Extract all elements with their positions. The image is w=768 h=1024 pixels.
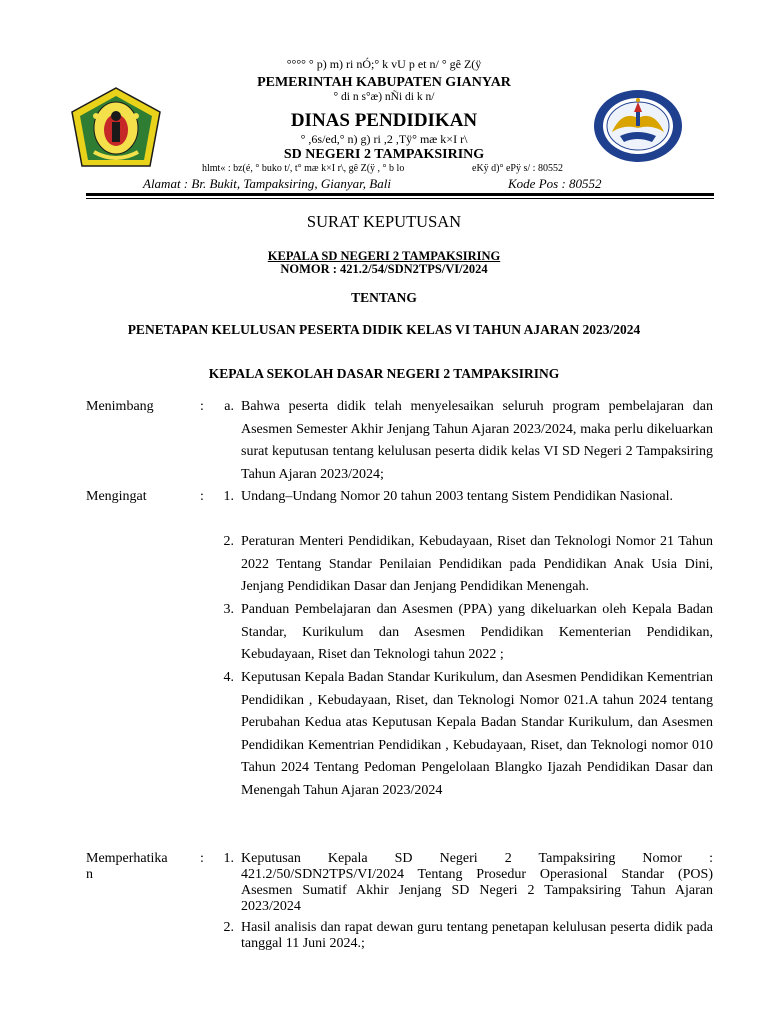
menimbang-item-text: Bahwa peserta didik telah menyelesaikan seluruh program pembelajaran dan Asesmen Semester Akhir Jenjang Tahun Ajaran 2023/2024, maka perlu dikeluarkan surat keputusan tentang kelulusan peserta didik kelas VI SD Negeri 2 Tampaksiring Tahun Ajaran 2023/2024;: [241, 399, 713, 482]
letterhead-garbled-line-1: °°°° ° p) m) ri nÓ;° k vU p et n/ ° gê Z(ÿ: [286, 57, 482, 71]
contact-garbled-left: hlmt« : bz(é, ° buko t/, t° mæ k×I r\, gê Z(ÿ , ° b lo: [202, 163, 405, 174]
agency-name: DINAS PENDIDIKAN: [290, 110, 478, 131]
principal-heading: KEPALA SEKOLAH DASAR NEGERI 2 TAMPAKSIRING: [208, 366, 560, 381]
mengingat-label: Mengingat: [86, 489, 147, 504]
school-name: SD NEGERI 2 TAMPAKSIRING: [283, 147, 485, 162]
memperhatikan-item-num: 1.: [223, 851, 234, 866]
letterhead-divider-thick: [86, 193, 714, 196]
menimbang-item-num: a.: [224, 399, 234, 414]
memperhatikan-item-text: Hasil analisis dan rapat dewan guru tentang penetapan kelulusan peserta didik pada tanggal 11 Juni 2024.;: [241, 920, 713, 951]
letterhead: [150, 58, 618, 166]
about-heading: TENTANG: [351, 290, 417, 305]
issuer-heading: KEPALA SD NEGERI 2 TAMPAKSIRING: [267, 249, 501, 263]
mengingat-colon: :: [200, 489, 204, 504]
mengingat-item-num: 3.: [223, 602, 234, 617]
memperhatikan-label: [86, 851, 168, 883]
mengingat-item-text: Panduan Pembelajaran dan Asesmen (PPA) yang dikeluarkan oleh Kepala Badan Standar, Kurikulum dan Asesmen Pendidikan Kementerian Pendidikan, Kebudayaan, Riset dan Teknologi tahun 2022 ;: [241, 602, 713, 663]
menimbang-colon: :: [200, 399, 204, 414]
letterhead-garbled-line-2: ° di n s°æ) nÑi di k n/: [333, 91, 435, 103]
contact-garbled-right: eKÿ d)° ePÿ s/ : 80552: [472, 163, 563, 174]
memperhatikan-item-text: Keputusan Kepala SD Negeri 2 Tampaksiring Nomor : 421.2/50/SDN2TPS/VI/2024 Tentang Prosedur Operasional Standar (POS) Asesmen Sumatif Akhir Jenjang SD Negeri 2 Tampaksiring Tahun Ajaran 2023/2024: [241, 851, 713, 914]
menimbang-label: Menimbang: [86, 399, 154, 414]
gianyar-regency-emblem-icon: [70, 86, 162, 168]
decree-subject: PENETAPAN KELULUSAN PESERTA DIDIK KELAS VI TAHUN AJARAN 2023/2024: [127, 322, 641, 337]
letterhead-garbled-line-3: ° ,6s/ed,° n) g) ri ,2 ,Tÿ° mæ k×I r\: [300, 132, 468, 146]
memperhatikan-label-line-1: Memperhatika: [86, 851, 168, 866]
mengingat-item-num: 2.: [223, 534, 234, 549]
document-number: NOMOR : 421.2/54/SDN2TPS/VI/2024: [280, 262, 488, 276]
mengingat-item-num: 1.: [223, 489, 234, 504]
document-title: SURAT KEPUTUSAN: [306, 212, 462, 231]
postal-code: Kode Pos : 80552: [508, 176, 602, 191]
mengingat-item-text: Undang–Undang Nomor 20 tahun 2003 tentang Sistem Pendidikan Nasional.: [241, 489, 673, 504]
memperhatikan-label-line-2: n: [86, 867, 93, 882]
memperhatikan-item-num: 2.: [223, 920, 234, 935]
memperhatikan-colon: :: [200, 851, 204, 866]
mengingat-item-text: Peraturan Menteri Pendidikan, Kebudayaan, Riset dan Teknologi Nomor 21 Tahun 2022 Tentang Standar Penilaian Pendidikan pada Pendidikan Anak Usia Dini, Jenjang Pendidikan Dasar dan Jenjang Pendidikan Menengah.: [241, 534, 713, 595]
mengingat-item-num: 4.: [223, 670, 234, 685]
school-address: Alamat : Br. Bukit, Tampaksiring, Gianyar, Bali: [143, 176, 391, 191]
letterhead-divider-thin: [86, 198, 714, 199]
mengingat-item-text: Keputusan Kepala Badan Standar Kurikulum, dan Asesmen Pendidikan Kementrian Pendidikan , Kebudayaan, Riset, dan Teknologi Nomor 021.A tahun 2024 tentang Perubahan Kedua atas Keputusan Kepala Badan Standar Kurikulum, dan Asesmen Pendidikan Kementrian Pendidikan , Kebudayaan, Riset, dan Teknologi nomor 010 Tahun 2024 Tentang Pedoman Pengelolaan Blangko Ijazah Pendidikan Dasar dan Menengah Tahun Ajaran 2023/2024: [241, 670, 713, 798]
government-name: PEMERINTAH KABUPATEN GIANYAR: [257, 75, 511, 90]
